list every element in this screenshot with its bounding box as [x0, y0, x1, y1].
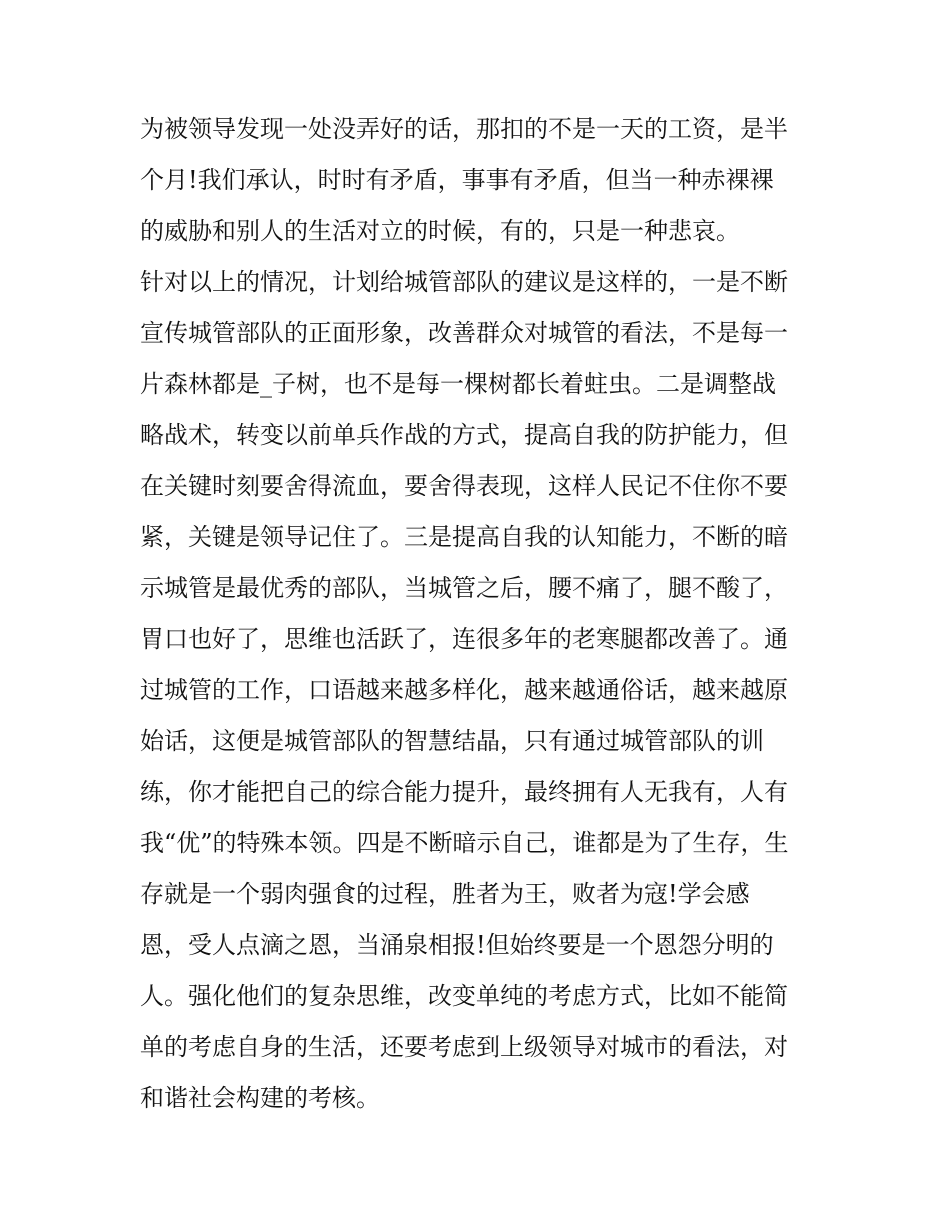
- text-line: 紧，关键是领导记住了。三是提高自我的认知能力，不断的暗: [140, 523, 788, 551]
- text-line: 存就是一个弱肉强食的过程，胜者为王，败者为寇!学会感: [140, 880, 750, 908]
- text-line: 在关键时刻要舍得流血，要舍得表现，这样人民记不住你不要: [140, 472, 788, 500]
- text-line: 针对以上的情况，计划给城管部队的建议是这样的，一是不断: [140, 268, 788, 296]
- text-line: 为被领导发现一处没弄好的话，那扣的不是一天的工资，是半: [140, 115, 788, 143]
- body-text: [140, 104, 820, 1124]
- text-line: 我“优”的特殊本领。四是不断暗示自己，谁都是为了生存，生: [140, 829, 789, 857]
- text-line: 的威胁和别人的生活对立的时候，有的，只是一种悲哀。: [140, 217, 740, 245]
- text-line: 片森林都是_子树，也不是每一棵树都长着蛀虫。二是调整战: [140, 370, 776, 398]
- text-line: 略战术，转变以前单兵作战的方式，提高自我的防护能力，但: [140, 421, 788, 449]
- text-line: 示城管是最优秀的部队，当城管之后，腰不痛了，腿不酸了，: [140, 574, 788, 602]
- text-line: 和谐社会构建的考核。: [140, 1084, 380, 1112]
- text-line: 始话，这便是城管部队的智慧结晶，只有通过城管部队的训: [140, 727, 764, 755]
- text-line: 练，你才能把自己的综合能力提升，最终拥有人无我有，人有: [140, 778, 788, 806]
- text-line: 单的考虑自身的生活，还要考虑到上级领导对城市的看法，对: [140, 1033, 788, 1061]
- text-line: 人。强化他们的复杂思维，改变单纯的考虑方式，比如不能简: [140, 982, 788, 1010]
- text-line: 胃口也好了，思维也活跃了，连很多年的老寒腿都改善了。通: [140, 625, 788, 653]
- text-line: 恩，受人点滴之恩，当涌泉相报!但始终要是一个恩怨分明的: [140, 931, 774, 959]
- text-line: 宣传城管部队的正面形象，改善群众对城管的看法，不是每一: [140, 319, 788, 347]
- text-line: 过城管的工作，口语越来越多样化，越来越通俗话，越来越原: [140, 676, 788, 704]
- text-line: 个月!我们承认，时时有矛盾，事事有矛盾，但当一种赤裸裸: [140, 166, 774, 194]
